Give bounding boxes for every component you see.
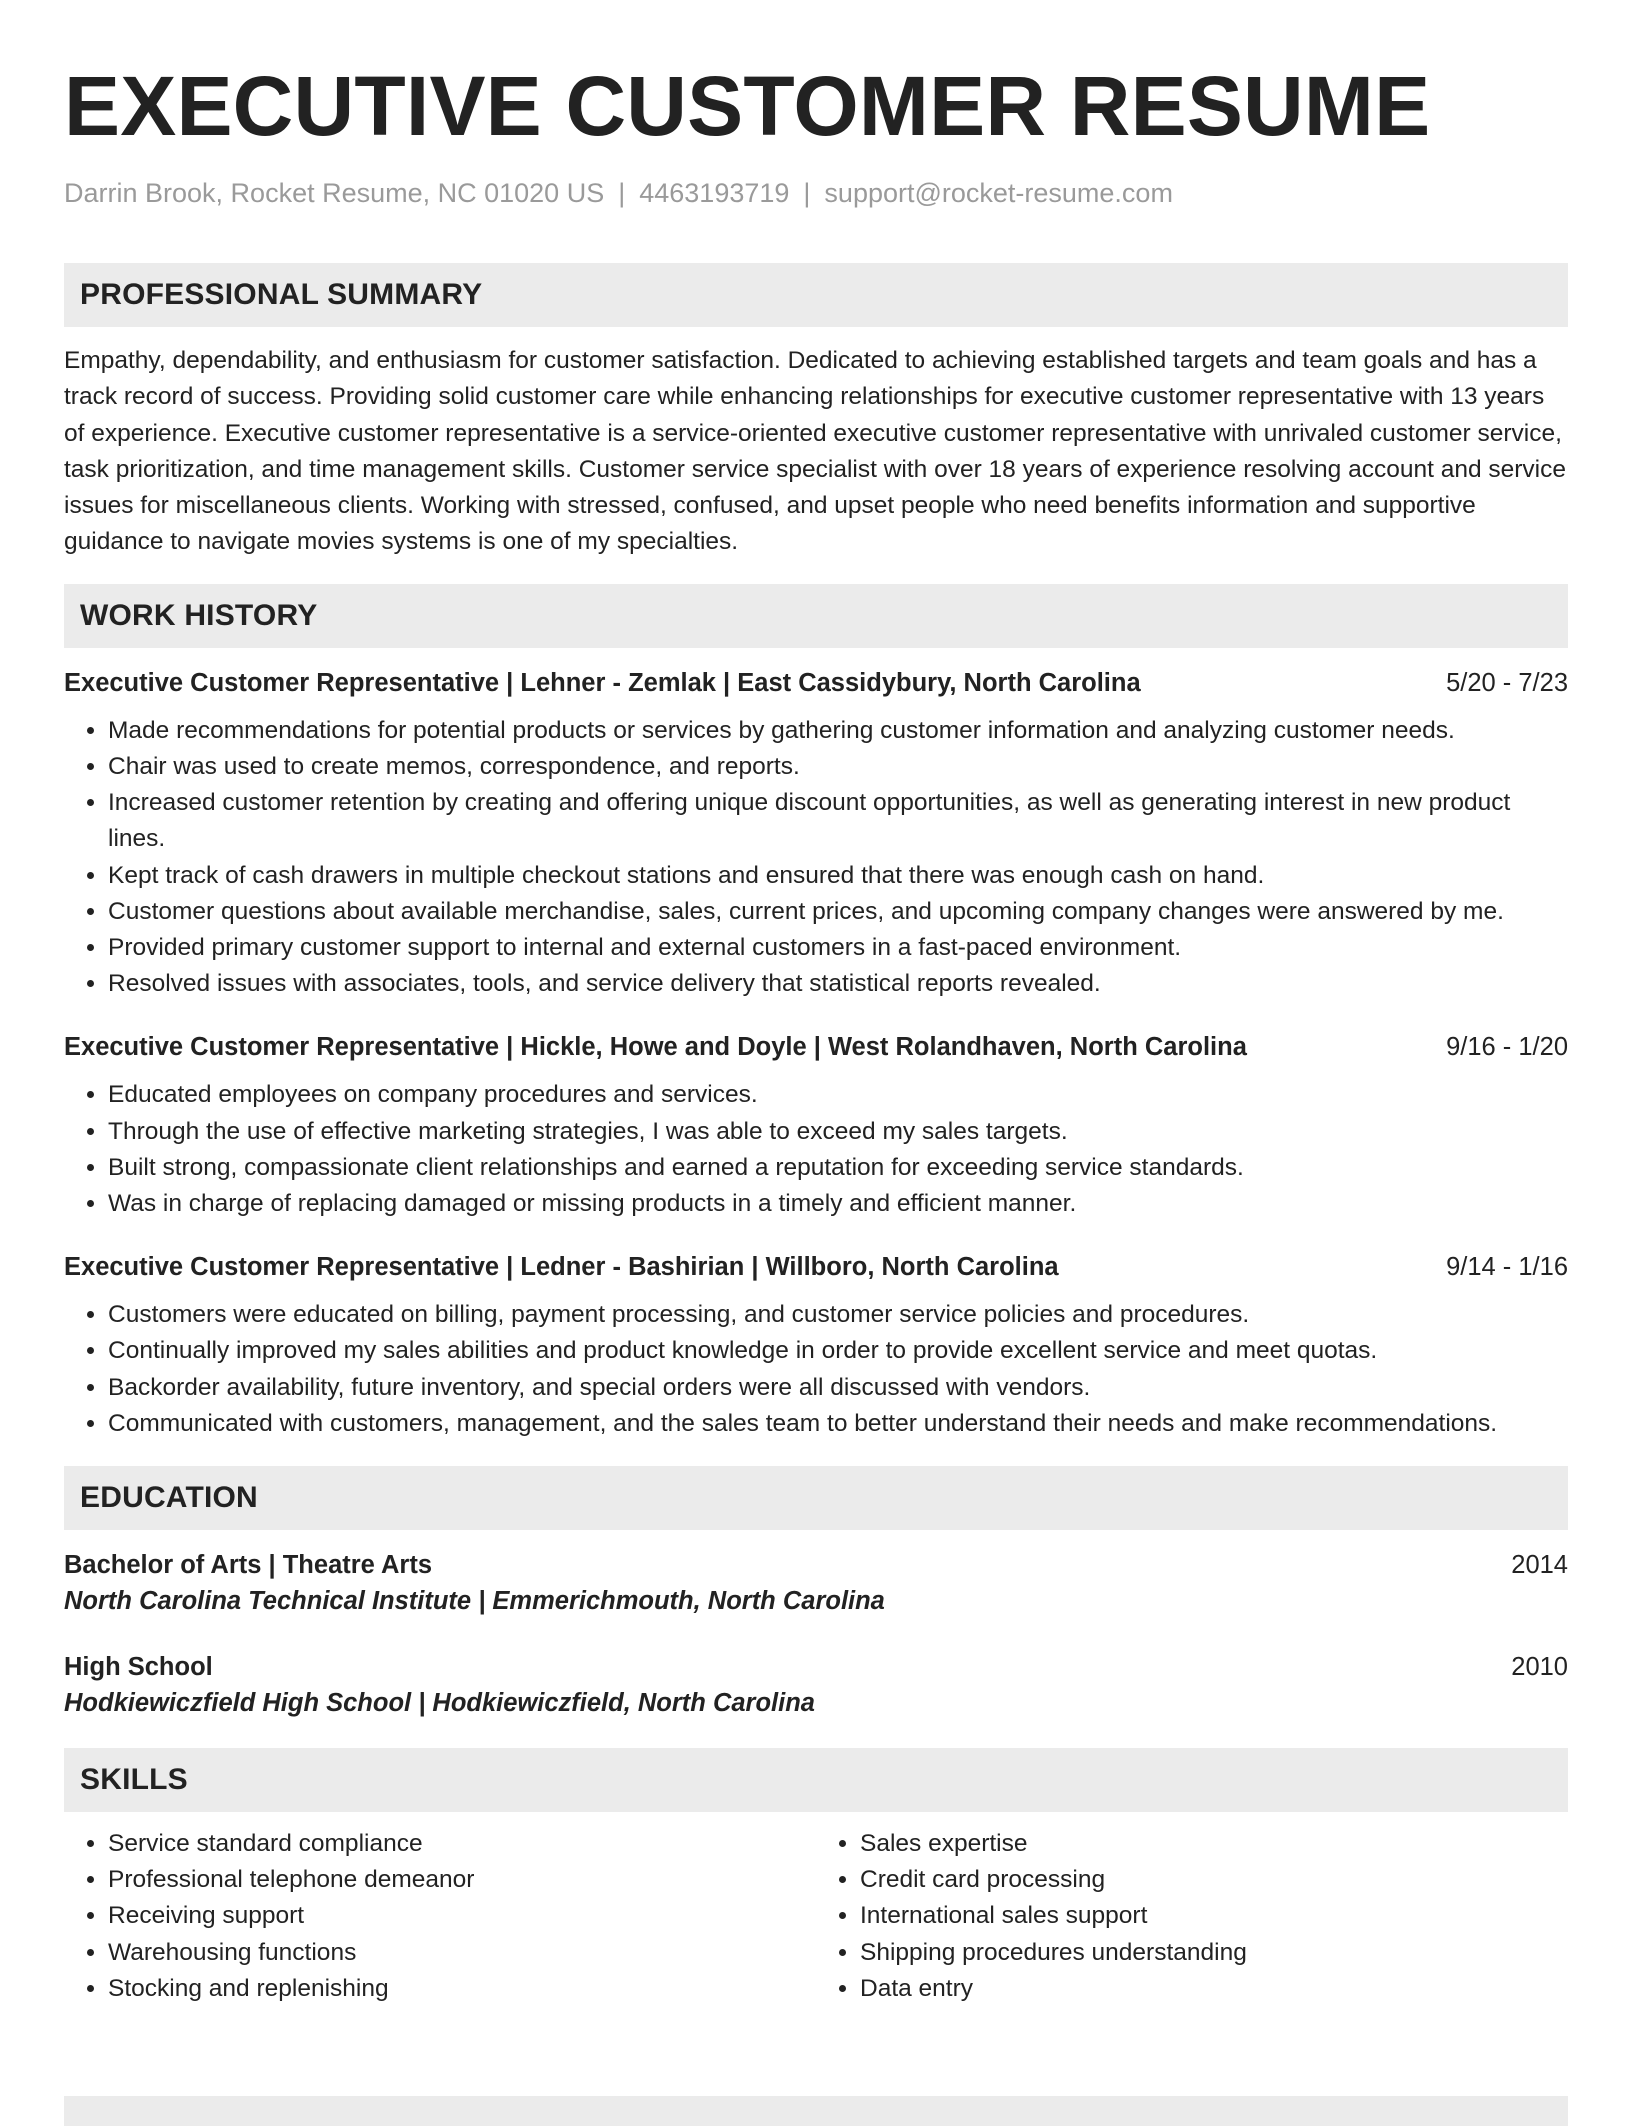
skill-item: • Service standard compliance	[108, 1826, 816, 1862]
job-duty: • Kept track of cash drawers in multiple checkout stations and ensured that there was enough cash on hand.	[108, 858, 1568, 894]
job-title: Executive Customer Representative | Lehner - Zemlak | East Cassidybury, North Carolina	[64, 668, 1141, 697]
resume-title: EXECUTIVE CUSTOMER RESUME	[64, 59, 1431, 153]
job-title: Executive Customer Representative | Hickle, Howe and Doyle | West Rolandhaven, North Carolina	[64, 1033, 1247, 1062]
contact-line	[64, 176, 1568, 210]
education-degree: High School	[64, 1653, 213, 1682]
contact-email: support@rocket-resume.com	[824, 178, 1173, 208]
contact-separator: |	[618, 178, 626, 208]
job-entry	[64, 666, 1568, 1003]
summary-heading: PROFESSIONAL SUMMARY	[80, 278, 483, 311]
job-duty: • Provided primary customer support to internal and external customers in a fast-paced environment.	[108, 930, 1568, 966]
education-entry	[64, 1548, 1568, 1620]
summary-section-header	[64, 263, 1568, 327]
skill-item: • Credit card processing	[860, 1862, 1568, 1898]
job-duty: • Continually improved my sales abilities and product knowledge in order to provide excellent service and meet quotas.	[108, 1333, 1568, 1369]
job-entry	[64, 1250, 1568, 1442]
job-duty: • Backorder availability, future inventory, and special orders were all discussed with vendors.	[108, 1370, 1568, 1406]
job-duties	[64, 713, 1568, 1003]
education-header	[64, 1650, 1568, 1684]
education-header	[64, 1548, 1568, 1582]
skills-column-right	[816, 1826, 1568, 2007]
job-duty: • Communicated with customers, management, and the sales team to better understand their needs and make recommendations.	[108, 1406, 1568, 1442]
job-title: Executive Customer Representative | Ledner - Bashirian | Willboro, North Carolina	[64, 1253, 1059, 1282]
skills-grid	[64, 1826, 1568, 2007]
education-section-header	[64, 1466, 1568, 1530]
job-duties	[64, 1297, 1568, 1442]
job-duties	[64, 1077, 1568, 1222]
work-heading: WORK HISTORY	[80, 598, 318, 632]
skill-item: • Receiving support	[108, 1898, 816, 1934]
job-duty: • Through the use of effective marketing strategies, I was able to exceed my sales targets.	[108, 1114, 1568, 1150]
job-dates: 5/20 - 7/23	[1446, 668, 1568, 697]
contact-separator: |	[803, 178, 811, 208]
job-dates: 9/16 - 1/20	[1446, 1033, 1568, 1062]
skill-item: • International sales support	[860, 1898, 1568, 1934]
job-header	[64, 666, 1568, 700]
job-dates: 9/14 - 1/16	[1446, 1253, 1568, 1282]
skill-item: • Professional telephone demeanor	[108, 1862, 816, 1898]
job-duty: • Resolved issues with associates, tools, and service delivery that statistical reports revealed.	[108, 966, 1568, 1002]
contact-address: Darrin Brook, Rocket Resume, NC 01020 US	[64, 178, 605, 208]
education-heading: EDUCATION	[80, 1481, 258, 1515]
skill-item: • Warehousing functions	[108, 1935, 816, 1971]
job-duty: • Increased customer retention by creating and offering unique discount opportunities, as well as generating interest in new product lines.	[108, 785, 1568, 857]
skills-column-left	[64, 1826, 816, 2007]
job-header	[64, 1250, 1568, 1284]
skill-item: • Stocking and replenishing	[108, 1971, 816, 2007]
next-section-header	[64, 2096, 1568, 2126]
job-duty: • Customers were educated on billing, payment processing, and customer service policies and procedures.	[108, 1297, 1568, 1333]
education-school: Hodkiewiczfield High School | Hodkiewiczfield, North Carolina	[64, 1689, 815, 1718]
education-degree: Bachelor of Arts | Theatre Arts	[64, 1551, 432, 1580]
job-entry	[64, 1030, 1568, 1222]
skill-item: • Data entry	[860, 1971, 1568, 2007]
skills-section-header	[64, 1748, 1568, 1812]
skill-item: • Shipping procedures understanding	[860, 1935, 1568, 1971]
job-header	[64, 1030, 1568, 1064]
skills-heading: SKILLS	[80, 1763, 188, 1797]
job-duty: • Built strong, compassionate client relationships and earned a reputation for exceeding service standards.	[108, 1150, 1568, 1186]
job-duty: • Customer questions about available merchandise, sales, current prices, and upcoming company changes were answered by me.	[108, 894, 1568, 930]
summary-text: Empathy, dependability, and enthusiasm for customer satisfaction. Dedicated to achieving established targets and team goals and has a track record of success. Providing solid customer care while enhancing relationships for executive customer representative with 13 years of experience. Executive customer representative is a service-oriented executive customer representative with unrivaled customer service, task prioritization, and time management skills. Customer service specialist with over 18 years of experience resolving account and service issues for miscellaneous clients. Working with stressed, confused, and upset people who need benefits information and supportive guidance to navigate movies systems is one of my specialties.	[64, 347, 1566, 556]
education-entry	[64, 1650, 1568, 1722]
education-school: North Carolina Technical Institute | Emmerichmouth, North Carolina	[64, 1587, 885, 1616]
education-year: 2014	[1511, 1551, 1568, 1580]
job-duty: • Made recommendations for potential products or services by gathering customer information and analyzing customer needs.	[108, 713, 1568, 749]
job-duty: • Was in charge of replacing damaged or missing products in a timely and efficient manner.	[108, 1186, 1568, 1222]
contact-phone: 4463193719	[639, 178, 790, 208]
work-section-header	[64, 584, 1568, 648]
education-year: 2010	[1511, 1653, 1568, 1682]
job-duty: • Educated employees on company procedures and services.	[108, 1077, 1568, 1113]
job-duty: • Chair was used to create memos, correspondence, and reports.	[108, 749, 1568, 785]
skill-item: • Sales expertise	[860, 1826, 1568, 1862]
